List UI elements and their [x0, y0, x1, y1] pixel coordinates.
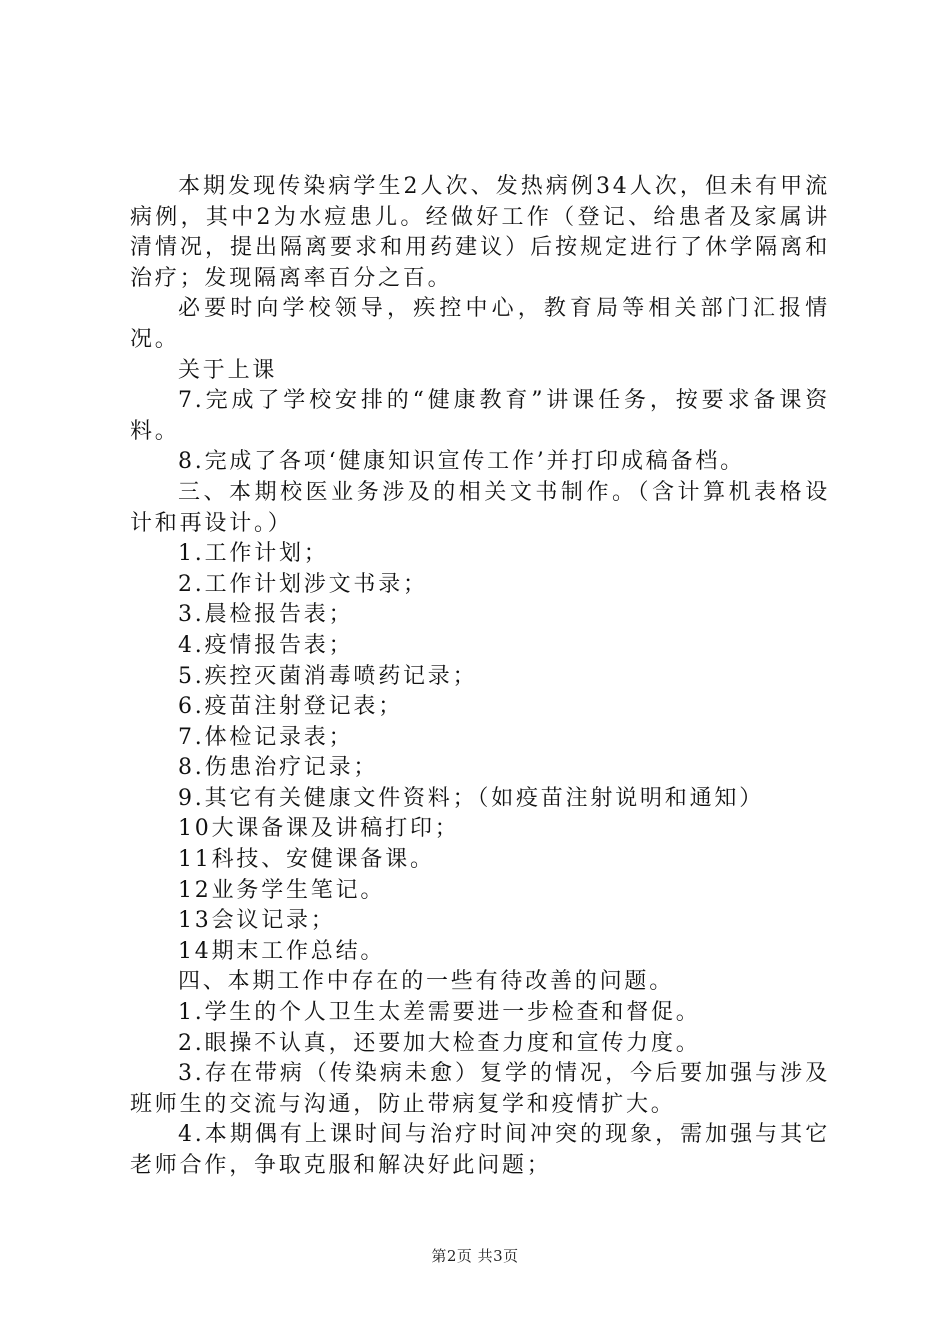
section-heading: 三、本期校医业务涉及的相关文书制作。（含计算机表格设计和再设计。）: [130, 479, 830, 536]
section-heading: 四、本期工作中存在的一些有待改善的问题。: [178, 969, 675, 995]
list-item: 9.其它有关健康文件资料；（如疫苗注射说明和通知）: [178, 785, 764, 811]
list-item: 6.疫苗注射登记表；: [178, 694, 403, 720]
list-item: 8.伤患治疗记录；: [178, 755, 379, 781]
paragraph: 本期发现传染病学生2人次、发热病例34人次，但未有甲流病例，其中2为水痘患儿。经做好工作（登记、给患者及家属讲清情况，提出隔离要求和用药建议）后按规定进行了休学隔离和治疗；发现隔离率百分之百。: [130, 174, 830, 291]
section-heading: 关于上课: [178, 357, 278, 383]
page-footer: 第2页 共3页: [431, 1247, 519, 1265]
list-item: 14期末工作总结。: [178, 938, 386, 964]
list-item: 2.工作计划涉文书录；: [178, 571, 428, 597]
list-item: 7.完成了学校安排的“健康教育”讲课任务，按要求备课资料。: [130, 388, 830, 444]
list-item: 10大课备课及讲稿打印；: [178, 816, 460, 842]
list-item: 8.完成了各项‘健康知识宣传工作’并打印成稿备档。: [178, 449, 745, 475]
list-item: 1.工作计划；: [178, 541, 329, 567]
list-item: 13会议记录；: [178, 908, 336, 934]
list-item: 5.疾控灭菌消毒喷药记录；: [178, 663, 478, 689]
list-item: 3.存在带病（传染病未愈）复学的情况，今后要加强与涉及班师生的交流与沟通，防止带病复学和疫情扩大。: [130, 1061, 830, 1117]
list-item: 11科技、安健课备课。: [178, 847, 435, 873]
list-item: 4.本期偶有上课时间与治疗时间冲突的现象，需加强与其它老师合作，争取克服和解决好此问题；: [130, 1122, 830, 1178]
document-body: [130, 172, 830, 1182]
list-item: 4.疫情报告表；: [178, 632, 354, 658]
list-item: 2.眼操不认真，还要加大检查力度和宣传力度。: [178, 1030, 701, 1056]
list-item: 3.晨检报告表；: [178, 602, 354, 628]
list-item: 12业务学生笔记。: [178, 877, 386, 903]
list-item: 1.学生的个人卫生太差需要进一步检查和督促。: [178, 1000, 701, 1026]
list-item: 7.体检记录表；: [178, 724, 354, 750]
paragraph: 必要时向学校领导，疾控中心，教育局等相关部门汇报情况。: [130, 296, 830, 352]
